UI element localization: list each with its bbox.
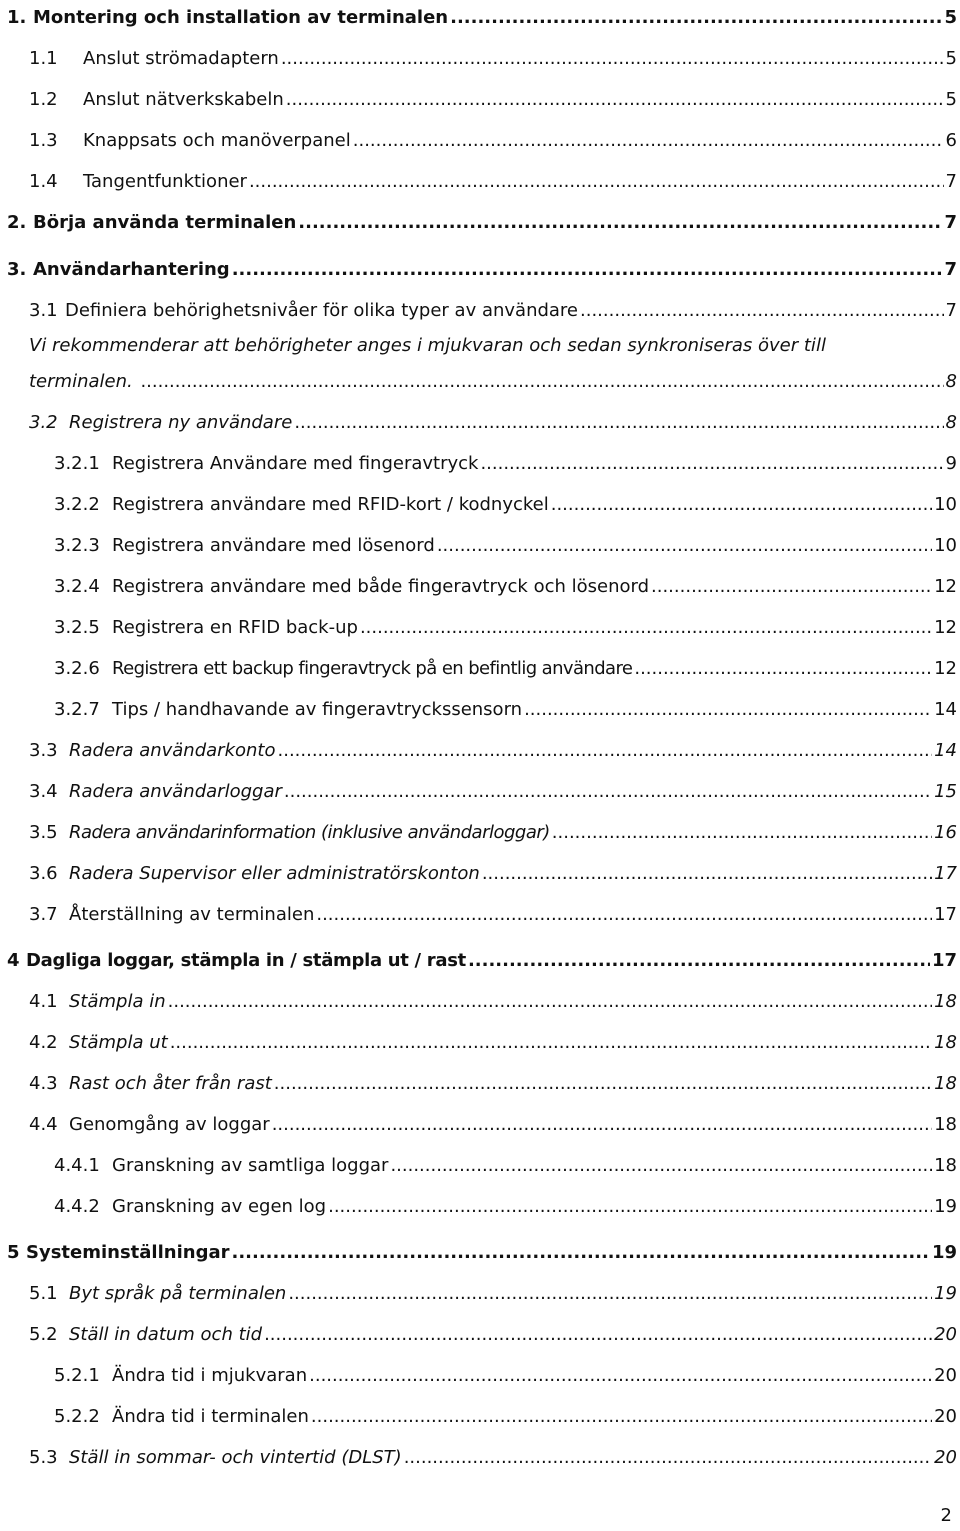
toc-entry-page: 20 [934, 1447, 957, 1468]
toc-entry-page: 5 [945, 48, 957, 69]
toc-entry-title: Tips / handhavande av fingeravtryckssensorn [112, 699, 523, 720]
toc-entry-title: Börja använda terminalen [33, 212, 297, 233]
toc-entry-page: 7 [945, 171, 957, 192]
toc-entry-number: 3.4 [29, 781, 58, 802]
toc-entry-page: 7 [945, 300, 957, 321]
toc-entry-number: 3. [7, 259, 27, 280]
toc-leader [274, 1072, 932, 1096]
toc-entry-title: Registrera en RFID back-up [112, 617, 358, 638]
toc-leader [482, 862, 932, 886]
toc-entry-page: 7 [944, 212, 957, 233]
page-number: 2 [940, 1505, 952, 1526]
toc-leader [353, 129, 944, 153]
toc-entry-number: 3.2.6 [54, 658, 100, 679]
toc-entry[interactable] [0, 364, 960, 394]
toc-entry-number: 1. [7, 7, 27, 28]
toc-entry[interactable] [0, 651, 960, 681]
toc-entry[interactable] [0, 252, 960, 282]
toc-entry-title: Användarhantering [33, 259, 230, 280]
toc-leader [278, 739, 933, 763]
toc-entry-page: 5 [945, 89, 957, 110]
toc-entry-title: Byt språk på terminalen [69, 1283, 287, 1304]
toc-leader [524, 698, 932, 722]
toc-leader [298, 211, 942, 235]
toc-leader [450, 6, 942, 30]
toc-entry-title: Anslut strömadaptern [83, 48, 279, 69]
toc-entry-title: Knappsats och manöverpanel [83, 130, 351, 151]
toc-leader [140, 370, 943, 394]
toc-leader [249, 170, 944, 194]
toc-entry-number: 3.7 [29, 904, 58, 925]
toc-entry[interactable] [0, 1440, 960, 1470]
toc-entry[interactable] [0, 733, 960, 763]
toc-entry-wrapped-line: Vi rekommenderar att behörigheter anges i mjukvaran och sedan synkroniseras över till [29, 335, 826, 356]
toc-entry[interactable] [0, 1107, 960, 1137]
toc-leader [311, 1405, 932, 1429]
toc-entry-number: 3.2.4 [54, 576, 100, 597]
toc-entry-title: Radera Supervisor eller administratörskonton [69, 863, 480, 884]
toc-entry-number: 1.1 [29, 48, 58, 69]
toc-entry-number: 2. [7, 212, 27, 233]
toc-entry-number: 3.5 [29, 822, 58, 843]
toc-entry-page: 18 [934, 1114, 957, 1135]
toc-entry-page: 10 [934, 494, 957, 515]
toc-entry[interactable] [0, 487, 960, 517]
toc-entry-number: 5.2.1 [54, 1365, 100, 1386]
toc-entry[interactable] [0, 943, 960, 973]
toc-entry[interactable] [0, 815, 960, 845]
toc-entry-page: 15 [934, 781, 957, 802]
toc-entry-title: terminalen. [29, 371, 139, 392]
toc-entry-page: 17 [931, 950, 957, 971]
toc-entry-page: 10 [934, 535, 957, 556]
toc-entry-number: 4.3 [29, 1073, 58, 1094]
toc-entry-page: 9 [945, 453, 957, 474]
toc-entry-page: 18 [934, 991, 957, 1012]
toc-entry-page: 18 [934, 1073, 957, 1094]
toc-leader [468, 949, 930, 973]
toc-entry-title: Ställ in datum och tid [69, 1324, 263, 1345]
toc-entry-title: Registrera Användare med fingeravtryck [112, 453, 479, 474]
toc-entry-number: 1.3 [29, 130, 58, 151]
toc-leader [580, 299, 944, 323]
toc-entry[interactable] [0, 569, 960, 599]
toc-entry-title: Definiera behörighetsnivåer för olika typer av användare [65, 300, 579, 321]
toc-entry-page: 14 [934, 699, 957, 720]
toc-entry[interactable] [0, 164, 960, 194]
toc-entry[interactable] [0, 1235, 960, 1265]
toc-entry-page: 20 [934, 1406, 957, 1427]
toc-leader [551, 493, 932, 517]
toc-entry-title: Återställning av terminalen [69, 904, 315, 925]
toc-leader [437, 534, 932, 558]
toc-leader [480, 452, 943, 476]
toc-entry-page: 16 [934, 822, 957, 843]
toc-entry-page: 8 [945, 412, 957, 433]
toc-leader [284, 780, 932, 804]
toc-entry-title: Ändra tid i terminalen [112, 1406, 309, 1427]
toc-entry-title: Registrera användare med RFID-kort / kodnyckel [112, 494, 549, 515]
toc-leader [390, 1154, 932, 1178]
toc-entry-number: 4.4.1 [54, 1155, 100, 1176]
toc-entry-number: 3.2.5 [54, 617, 100, 638]
toc-entry[interactable] [0, 1066, 960, 1096]
toc-entry[interactable] [0, 1025, 960, 1055]
toc-entry[interactable] [0, 1276, 960, 1306]
toc-entry[interactable] [0, 1358, 960, 1388]
toc-leader [328, 1195, 932, 1219]
toc-entry-number: 3.2.3 [54, 535, 100, 556]
toc-entry-number: 5.2 [29, 1324, 58, 1345]
toc-entry-title: Systeminställningar [26, 1242, 230, 1263]
toc-entry-title: Genomgång av loggar [69, 1114, 270, 1135]
toc-entry-title: Registrera användare med lösenord [112, 535, 435, 556]
toc-entry-number: 1.4 [29, 171, 58, 192]
toc-leader [294, 411, 943, 435]
toc-entry-page: 6 [945, 130, 957, 151]
toc-entry-title: Radera användarkonto [69, 740, 276, 761]
toc-entry-number: 5.2.2 [54, 1406, 100, 1427]
toc-entry-number: 4.2 [29, 1032, 58, 1053]
toc-entry-title: Radera användarloggar [69, 781, 282, 802]
toc-entry-page: 19 [934, 1283, 957, 1304]
toc-entry-page: 5 [944, 7, 957, 28]
toc-leader [232, 258, 943, 282]
toc-entry-number: 4.1 [29, 991, 58, 1012]
toc-entry-page: 20 [934, 1365, 957, 1386]
toc-entry-number: 3.2 [29, 412, 58, 433]
toc-entry-page: 12 [934, 658, 957, 679]
toc-leader [231, 1241, 929, 1265]
toc-entry[interactable] [0, 405, 960, 435]
toc-entry-page: 17 [934, 863, 957, 884]
toc-leader [404, 1446, 932, 1470]
toc-entry-title: Stämpla ut [69, 1032, 168, 1053]
toc-entry-page: 18 [934, 1032, 957, 1053]
toc-entry-number: 3.2.2 [54, 494, 100, 515]
toc-entry-page: 17 [934, 904, 957, 925]
toc-entry-page: 12 [934, 576, 957, 597]
toc-entry-number: 5.3 [29, 1447, 58, 1468]
toc-entry-number: 3.1 [29, 300, 58, 321]
toc-leader [286, 88, 944, 112]
toc-entry-title: Dagliga loggar, stämpla in / stämpla ut / rast [26, 950, 466, 971]
toc-entry-number: 3.3 [29, 740, 58, 761]
toc-entry-page: 18 [934, 1155, 957, 1176]
toc-entry-page: 14 [934, 740, 957, 761]
toc-entry-title: Ställ in sommar- och vintertid (DLST) [69, 1447, 402, 1468]
toc-entry-number: 3.2.1 [54, 453, 100, 474]
toc-entry-number: 5.1 [29, 1283, 58, 1304]
toc-leader [288, 1282, 932, 1306]
toc-entry-title: Granskning av egen log [112, 1196, 327, 1217]
toc-entry-number: 4.4.2 [54, 1196, 100, 1217]
toc-entry-title: Tangentfunktioner [83, 171, 247, 192]
toc-leader [170, 1031, 932, 1055]
toc-entry-title: Registrera användare med både fingeravtryck och lösenord [112, 576, 650, 597]
toc-entry[interactable] [0, 293, 960, 323]
toc-entry-page: 8 [945, 371, 957, 392]
toc-entry[interactable] [0, 528, 960, 558]
toc-entry[interactable] [0, 1189, 960, 1219]
toc-entry-number: 3.6 [29, 863, 58, 884]
toc-entry[interactable] [0, 205, 960, 235]
toc-entry-title: Anslut nätverkskabeln [83, 89, 284, 110]
toc-entry-title: Granskning av samtliga loggar [112, 1155, 389, 1176]
toc-entry[interactable] [0, 82, 960, 112]
toc-entry-title: Rast och åter från rast [69, 1073, 272, 1094]
toc-entry-page: 20 [934, 1324, 957, 1345]
toc-entry-title: Registrera ny användare [69, 412, 293, 433]
toc-leader [360, 616, 932, 640]
toc-leader [309, 1364, 932, 1388]
toc-entry[interactable] [0, 610, 960, 640]
toc-entry[interactable] [0, 1148, 960, 1178]
toc-entry-number: 1.2 [29, 89, 58, 110]
toc-entry-page: 12 [934, 617, 957, 638]
toc-entry-title: Montering och installation av terminalen [33, 7, 449, 28]
toc-leader [272, 1113, 932, 1137]
toc-leader [651, 575, 932, 599]
toc-entry-title: Ändra tid i mjukvaran [112, 1365, 308, 1386]
toc-entry-page: 19 [934, 1196, 957, 1217]
toc-entry-number: 5 [7, 1242, 20, 1263]
toc-leader [634, 657, 932, 681]
toc-entry[interactable] [0, 897, 960, 927]
toc-entry[interactable] [0, 446, 960, 476]
toc-leader [281, 47, 944, 71]
toc-entry[interactable] [0, 123, 960, 153]
toc-entry[interactable] [0, 984, 960, 1014]
toc-entry[interactable] [0, 1317, 960, 1347]
toc-entry[interactable] [0, 41, 960, 71]
toc-entry-page: 7 [944, 259, 957, 280]
toc-entry[interactable] [0, 1399, 960, 1429]
toc-leader [552, 821, 932, 845]
toc-entry[interactable] [0, 692, 960, 722]
toc-entry-number: 4 [7, 950, 20, 971]
toc-entry[interactable] [0, 0, 960, 30]
toc-entry-title: Stämpla in [69, 991, 166, 1012]
toc-entry-page: 19 [931, 1242, 957, 1263]
toc-entry[interactable] [0, 856, 960, 886]
toc-entry-number: 4.4 [29, 1114, 58, 1135]
toc-entry-title: Radera användarinformation (inklusive användarloggar) [69, 822, 550, 843]
toc-leader [264, 1323, 932, 1347]
toc-entry-title: Registrera ett backup fingeravtryck på en befintlig användare [112, 658, 633, 679]
toc-leader [316, 903, 932, 927]
toc-entry-number: 3.2.7 [54, 699, 100, 720]
toc-leader [168, 990, 932, 1014]
toc-entry[interactable] [0, 774, 960, 804]
